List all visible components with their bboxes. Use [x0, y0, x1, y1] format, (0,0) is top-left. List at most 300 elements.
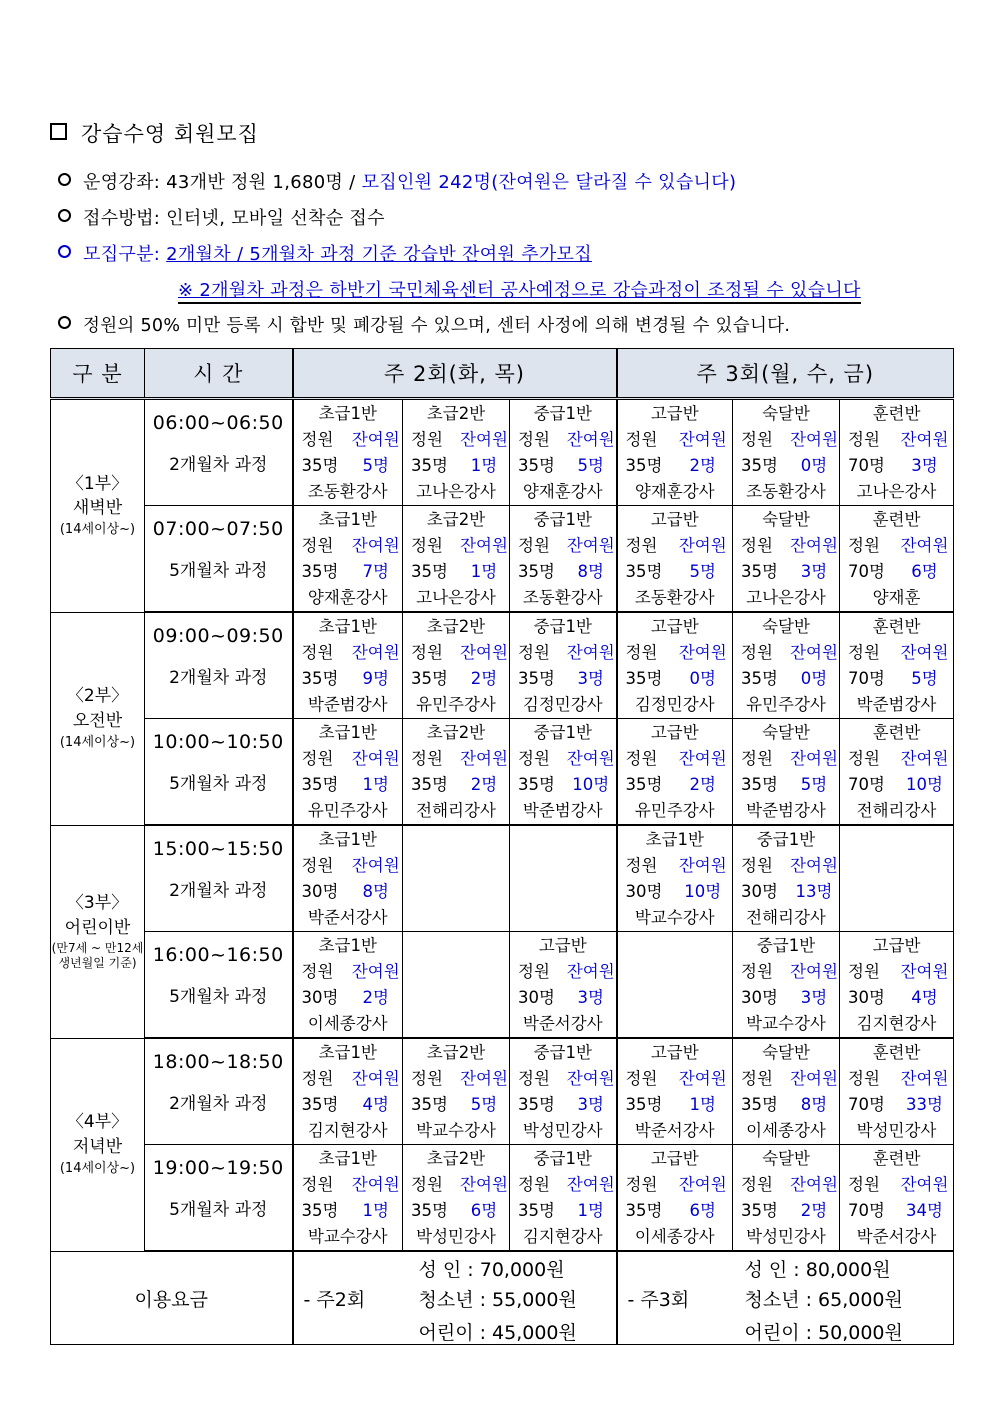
remain-label: 잔여원 [460, 430, 508, 449]
quota-value: 70명 [848, 669, 885, 688]
quota-header [840, 533, 953, 559]
quota-value: 35명 [518, 562, 555, 581]
quota-header [618, 1172, 733, 1198]
quota-header [733, 959, 839, 985]
schedule-body [51, 399, 954, 1252]
quota-values [618, 879, 733, 905]
quota-label: 정원 [848, 1175, 880, 1194]
quota-label: 정원 [741, 962, 773, 981]
teacher-name: 양재훈강사 [522, 482, 603, 501]
remain-label: 잔여원 [351, 1069, 400, 1088]
quota-values [403, 666, 509, 692]
remain-label: 잔여원 [790, 962, 838, 981]
teacher-name: 김정민강사 [634, 695, 715, 714]
class-name: 초급1반 [318, 617, 377, 636]
quota-value: 35명 [301, 1095, 339, 1114]
quota-header [510, 959, 616, 985]
teacher-name: 김지현강사 [522, 1227, 603, 1246]
quota-label: 정원 [518, 643, 550, 662]
quota-label: 정원 [411, 536, 443, 555]
quota-label: 정원 [411, 643, 443, 662]
class-name: 초급1반 [318, 1149, 377, 1168]
class-cell [293, 506, 403, 613]
quota-label: 정원 [741, 1069, 773, 1088]
quota-values [294, 453, 403, 479]
quota-values [294, 666, 403, 692]
section-note: (14세이상~) [59, 521, 136, 537]
remain-label: 잔여원 [790, 1069, 838, 1088]
remain-label: 잔여원 [566, 962, 615, 981]
teacher-name: 박준서강사 [634, 1121, 715, 1140]
time-cell [145, 1145, 293, 1252]
class-cell [403, 399, 510, 506]
quota-values [510, 666, 616, 692]
quota-header [403, 1066, 509, 1092]
remain-value: 0명 [689, 669, 716, 688]
class-cell [403, 825, 510, 932]
section-label [51, 825, 145, 1038]
remain-value: 6명 [911, 562, 938, 581]
quota-label: 정원 [411, 1069, 443, 1088]
remain-value: 2명 [470, 775, 498, 794]
quota-header [294, 746, 403, 772]
quota-values [294, 772, 403, 798]
teacher-name: 양재훈강사 [307, 588, 388, 607]
teacher-name: 박교수강사 [634, 908, 715, 927]
quota-label: 정원 [741, 643, 773, 662]
section-note: (14세이상~) [59, 734, 136, 750]
fee-week2-youth: 청소년 : 55,000원 [418, 1289, 577, 1311]
course-type: 2개월차 과정 [169, 455, 268, 475]
quota-value: 35명 [301, 669, 339, 688]
class-name: 훈련반 [872, 1149, 921, 1168]
quota-label: 정원 [741, 430, 773, 449]
checkbox-square-icon [50, 123, 67, 140]
quota-values [294, 879, 403, 905]
quota-values [840, 772, 953, 798]
quota-label: 정원 [848, 430, 880, 449]
quota-value: 35명 [625, 1201, 663, 1220]
class-cell [403, 506, 510, 613]
info-line-notice: ※ 2개월차 과정은 하반기 국민체육센터 공사예정으로 강습과정이 조정될 수 있습니다 [178, 276, 861, 302]
quota-label: 정원 [518, 430, 550, 449]
quota-header [733, 640, 839, 666]
remain-label: 잔여원 [460, 536, 508, 555]
fee-week2 [293, 1251, 617, 1345]
quota-header [733, 1172, 839, 1198]
quota-value: 70명 [848, 775, 885, 794]
quota-label: 정원 [518, 1069, 550, 1088]
info-line-policy: 정원의 50% 미만 등록 시 합반 및 폐강될 수 있으며, 센터 사정에 의해 변경될 수 있습니다. [58, 312, 790, 337]
class-name: 고급반 [650, 617, 699, 636]
remain-label: 잔여원 [460, 1069, 508, 1088]
quota-values [618, 559, 733, 585]
quota-value: 30명 [301, 988, 339, 1007]
time-range: 06:00~06:50 [152, 412, 284, 434]
section-sub: 저녁반 [72, 1137, 123, 1158]
class-cell [293, 825, 403, 932]
class-cell [733, 612, 840, 719]
class-name: 숙달반 [762, 510, 810, 529]
remain-value: 2명 [800, 1201, 828, 1220]
class-cell [510, 1038, 617, 1145]
teacher-name: 유민주강사 [416, 695, 496, 714]
time-cell [145, 1038, 293, 1145]
teacher-name: 박교수강사 [746, 1014, 826, 1033]
teacher-name: 이세종강사 [746, 1121, 826, 1140]
class-name: 중급1반 [533, 617, 592, 636]
quota-header [510, 746, 616, 772]
teacher-name: 양재훈 [872, 588, 921, 607]
fee-week3-tag: - 주3회 [627, 1289, 690, 1311]
section-name: 〈1부〉 [66, 473, 129, 494]
remain-value: 10명 [572, 775, 610, 794]
schedule-row [51, 399, 954, 506]
header-week2: 주 2회(화, 목) [293, 349, 617, 399]
quota-header [733, 853, 839, 879]
quota-value: 35명 [741, 669, 778, 688]
class-cell [840, 506, 954, 613]
section-sub: 오전반 [72, 711, 123, 732]
time-cell [145, 399, 293, 506]
section-sub: 새벽반 [72, 498, 123, 519]
section-sub: 어린이반 [64, 917, 131, 938]
remain-value: 10명 [906, 775, 943, 794]
quota-values [510, 1198, 616, 1224]
quota-value: 35명 [741, 1201, 778, 1220]
quota-header [403, 746, 509, 772]
quota-header [294, 959, 403, 985]
quota-value: 35명 [301, 1201, 339, 1220]
teacher-name: 박성민강사 [416, 1227, 496, 1246]
time-range: 09:00~09:50 [152, 625, 284, 647]
time-range: 10:00~10:50 [152, 731, 284, 753]
remain-label: 잔여원 [351, 643, 400, 662]
remain-label: 잔여원 [460, 749, 508, 768]
quota-value: 35명 [741, 456, 778, 475]
remain-label: 잔여원 [900, 643, 949, 662]
time-range: 07:00~07:50 [152, 518, 284, 540]
class-cell [733, 399, 840, 506]
quota-values [840, 666, 953, 692]
quota-label: 정원 [741, 856, 773, 875]
quota-value: 70명 [848, 1201, 885, 1220]
class-name: 초급2반 [426, 1149, 486, 1168]
quota-label: 정원 [625, 1175, 658, 1194]
quota-values [510, 985, 616, 1011]
quota-values [733, 772, 839, 798]
class-name: 훈련반 [872, 404, 921, 423]
quota-values [618, 666, 733, 692]
class-cell [293, 1145, 403, 1252]
class-name: 고급반 [650, 723, 699, 742]
quota-label: 정원 [848, 962, 880, 981]
class-cell [733, 825, 840, 932]
remain-value: 1명 [577, 1201, 604, 1220]
remain-value: 5명 [800, 775, 828, 794]
remain-value: 5명 [470, 1095, 498, 1114]
quota-header [294, 1172, 403, 1198]
class-name: 숙달반 [762, 617, 810, 636]
schedule-row [51, 932, 954, 1039]
remain-label: 잔여원 [678, 856, 727, 875]
remain-label: 잔여원 [566, 430, 615, 449]
remain-value: 2명 [689, 775, 716, 794]
teacher-name: 박준서강사 [307, 908, 388, 927]
quota-value: 30명 [848, 988, 885, 1007]
teacher-name: 이세종강사 [307, 1014, 388, 1033]
remain-label: 잔여원 [790, 749, 838, 768]
teacher-name: 전해리강사 [746, 908, 826, 927]
class-cell [293, 719, 403, 826]
quota-header [294, 853, 403, 879]
remain-value: 8명 [362, 882, 389, 901]
quota-header [618, 1066, 733, 1092]
section-label [51, 399, 145, 613]
section-label [51, 1038, 145, 1251]
class-cell [510, 612, 617, 719]
circle-bullet-icon [58, 209, 71, 222]
class-name: 고급반 [650, 510, 699, 529]
class-name: 숙달반 [762, 723, 810, 742]
remain-label: 잔여원 [351, 1175, 400, 1194]
class-cell [840, 1145, 954, 1252]
quota-header [294, 1066, 403, 1092]
info-line-course: 운영강좌: 43개반 정원 1,680명 / 모집인원 242명(잔여원은 달라질 수 있습니다) [58, 168, 736, 194]
time-cell [145, 719, 293, 826]
teacher-name: 박교수강사 [307, 1227, 388, 1246]
remain-value: 4명 [362, 1095, 389, 1114]
quota-value: 35명 [518, 1095, 555, 1114]
course-type: 2개월차 과정 [169, 1094, 268, 1114]
class-cell [293, 399, 403, 506]
class-name: 초급2반 [426, 510, 486, 529]
class-name: 중급1반 [533, 723, 592, 742]
remain-label: 잔여원 [790, 1175, 838, 1194]
quota-values [510, 453, 616, 479]
class-cell [510, 399, 617, 506]
section-name: 〈2부〉 [66, 686, 129, 707]
remain-label: 잔여원 [678, 1069, 727, 1088]
remain-value: 0명 [800, 669, 828, 688]
class-name: 숙달반 [762, 1149, 810, 1168]
quota-values [733, 559, 839, 585]
schedule-row [51, 612, 954, 719]
fee-week3-youth: 청소년 : 65,000원 [744, 1289, 903, 1311]
quota-value: 35명 [625, 1095, 663, 1114]
quota-value: 35명 [518, 1201, 555, 1220]
class-cell [510, 1145, 617, 1252]
remain-label: 잔여원 [460, 1175, 508, 1194]
quota-label: 정원 [301, 536, 334, 555]
section-name: 〈3부〉 [66, 893, 129, 914]
remain-label: 잔여원 [566, 1175, 615, 1194]
quota-values [618, 772, 733, 798]
teacher-name: 박성민강사 [522, 1121, 603, 1140]
quota-values [733, 453, 839, 479]
teacher-name: 조동환강사 [746, 482, 826, 501]
class-name: 고급반 [650, 404, 699, 423]
quota-header [618, 746, 733, 772]
class-name: 초급2반 [426, 1043, 486, 1062]
quota-value: 35명 [625, 456, 663, 475]
teacher-name: 고나은강사 [416, 588, 496, 607]
teacher-name: 김지현강사 [856, 1014, 937, 1033]
quota-label: 정원 [411, 1175, 443, 1194]
quota-label: 정원 [518, 749, 550, 768]
quota-label: 정원 [625, 536, 658, 555]
quota-header [840, 427, 953, 453]
quota-values [733, 879, 839, 905]
class-cell [403, 932, 510, 1039]
quota-label: 정원 [301, 1069, 334, 1088]
quota-header [618, 853, 733, 879]
quota-value: 35명 [411, 456, 448, 475]
quota-value: 30명 [741, 988, 778, 1007]
fee-week3 [617, 1251, 954, 1345]
teacher-name: 조동환강사 [634, 588, 715, 607]
quota-label: 정원 [411, 749, 443, 768]
teacher-name: 조동환강사 [307, 482, 388, 501]
quota-label: 정원 [848, 643, 880, 662]
quota-header [840, 959, 953, 985]
class-name: 초급2반 [426, 404, 486, 423]
quota-values [403, 1198, 509, 1224]
teacher-name: 유민주강사 [746, 695, 826, 714]
teacher-name: 박성민강사 [856, 1121, 937, 1140]
quota-value: 70명 [848, 456, 885, 475]
course-type: 5개월차 과정 [169, 987, 268, 1007]
class-name: 훈련반 [872, 510, 921, 529]
quota-values [294, 985, 403, 1011]
quota-header [510, 533, 616, 559]
remain-label: 잔여원 [351, 430, 400, 449]
class-cell [293, 932, 403, 1039]
class-name: 중급1반 [533, 510, 592, 529]
quota-header [510, 1066, 616, 1092]
time-range: 19:00~19:50 [152, 1157, 284, 1179]
remain-value: 8명 [800, 1095, 828, 1114]
class-cell [617, 825, 733, 932]
quota-header [618, 640, 733, 666]
quota-values [618, 1092, 733, 1118]
class-cell [403, 1145, 510, 1252]
quota-values [294, 1092, 403, 1118]
class-name: 초급1반 [318, 510, 377, 529]
teacher-name: 전해리강사 [416, 801, 496, 820]
remain-label: 잔여원 [790, 856, 838, 875]
course-type: 5개월차 과정 [169, 1200, 268, 1220]
section-note: (만7세 ~ 만12세 [51, 940, 144, 955]
remain-value: 6명 [470, 1201, 498, 1220]
quota-label: 정원 [625, 643, 658, 662]
remain-label: 잔여원 [678, 1175, 727, 1194]
class-name: 초급2반 [426, 617, 486, 636]
class-cell [617, 719, 733, 826]
class-cell [840, 1038, 954, 1145]
quota-header [618, 427, 733, 453]
quota-label: 정원 [518, 962, 550, 981]
quota-value: 70명 [848, 1095, 885, 1114]
remain-value: 9명 [362, 669, 389, 688]
class-cell [840, 612, 954, 719]
class-cell [733, 1038, 840, 1145]
quota-value: 35명 [741, 1095, 778, 1114]
quota-value: 30명 [741, 882, 778, 901]
quota-label: 정원 [301, 643, 334, 662]
schedule-row [51, 506, 954, 613]
quota-header [294, 533, 403, 559]
circle-bullet-icon [58, 245, 71, 258]
quota-label: 정원 [741, 536, 773, 555]
remain-value: 3명 [800, 562, 828, 581]
remain-label: 잔여원 [790, 643, 838, 662]
quota-value: 35명 [411, 669, 448, 688]
remain-value: 3명 [911, 456, 938, 475]
class-cell [617, 506, 733, 613]
teacher-name: 고나은강사 [856, 482, 937, 501]
course-type: 5개월차 과정 [169, 774, 268, 794]
course-type: 2개월차 과정 [169, 881, 268, 901]
remain-label: 잔여원 [678, 430, 727, 449]
quota-label: 정원 [411, 430, 443, 449]
class-cell [510, 825, 617, 932]
quota-header [403, 533, 509, 559]
class-name: 중급1반 [533, 404, 592, 423]
header-week3: 주 3회(월, 수, 금) [617, 349, 954, 399]
quota-header [403, 1172, 509, 1198]
teacher-name: 박성민강사 [746, 1227, 826, 1246]
remain-label: 잔여원 [900, 1175, 949, 1194]
quota-values [618, 1198, 733, 1224]
remain-label: 잔여원 [678, 749, 727, 768]
quota-values [733, 1198, 839, 1224]
class-name: 훈련반 [872, 723, 921, 742]
teacher-name: 고나은강사 [746, 588, 826, 607]
quota-values [840, 559, 953, 585]
time-range: 18:00~18:50 [152, 1051, 284, 1073]
class-cell [840, 825, 954, 932]
remain-label: 잔여원 [900, 430, 949, 449]
quota-header [403, 427, 509, 453]
remain-value: 3명 [577, 669, 604, 688]
quota-values [840, 1092, 953, 1118]
class-name: 숙달반 [762, 1043, 810, 1062]
quota-header [510, 1172, 616, 1198]
quota-value: 35명 [741, 775, 778, 794]
class-cell [617, 612, 733, 719]
class-name: 훈련반 [872, 617, 921, 636]
class-name: 중급1반 [533, 1149, 592, 1168]
remain-label: 잔여원 [678, 536, 727, 555]
quota-values [733, 666, 839, 692]
quota-values [403, 772, 509, 798]
schedule-row [51, 719, 954, 826]
quota-value: 35명 [411, 1201, 448, 1220]
quota-values [403, 1092, 509, 1118]
quota-values [618, 453, 733, 479]
teacher-name: 박준서강사 [856, 1227, 937, 1246]
remain-label: 잔여원 [790, 430, 838, 449]
remain-label: 잔여원 [900, 749, 949, 768]
remain-value: 4명 [911, 988, 938, 1007]
remain-value: 33명 [906, 1095, 943, 1114]
class-name: 초급2반 [426, 723, 486, 742]
quota-value: 35명 [411, 1095, 448, 1114]
quota-value: 35명 [518, 456, 555, 475]
quota-value: 35명 [625, 562, 663, 581]
quota-header [840, 640, 953, 666]
